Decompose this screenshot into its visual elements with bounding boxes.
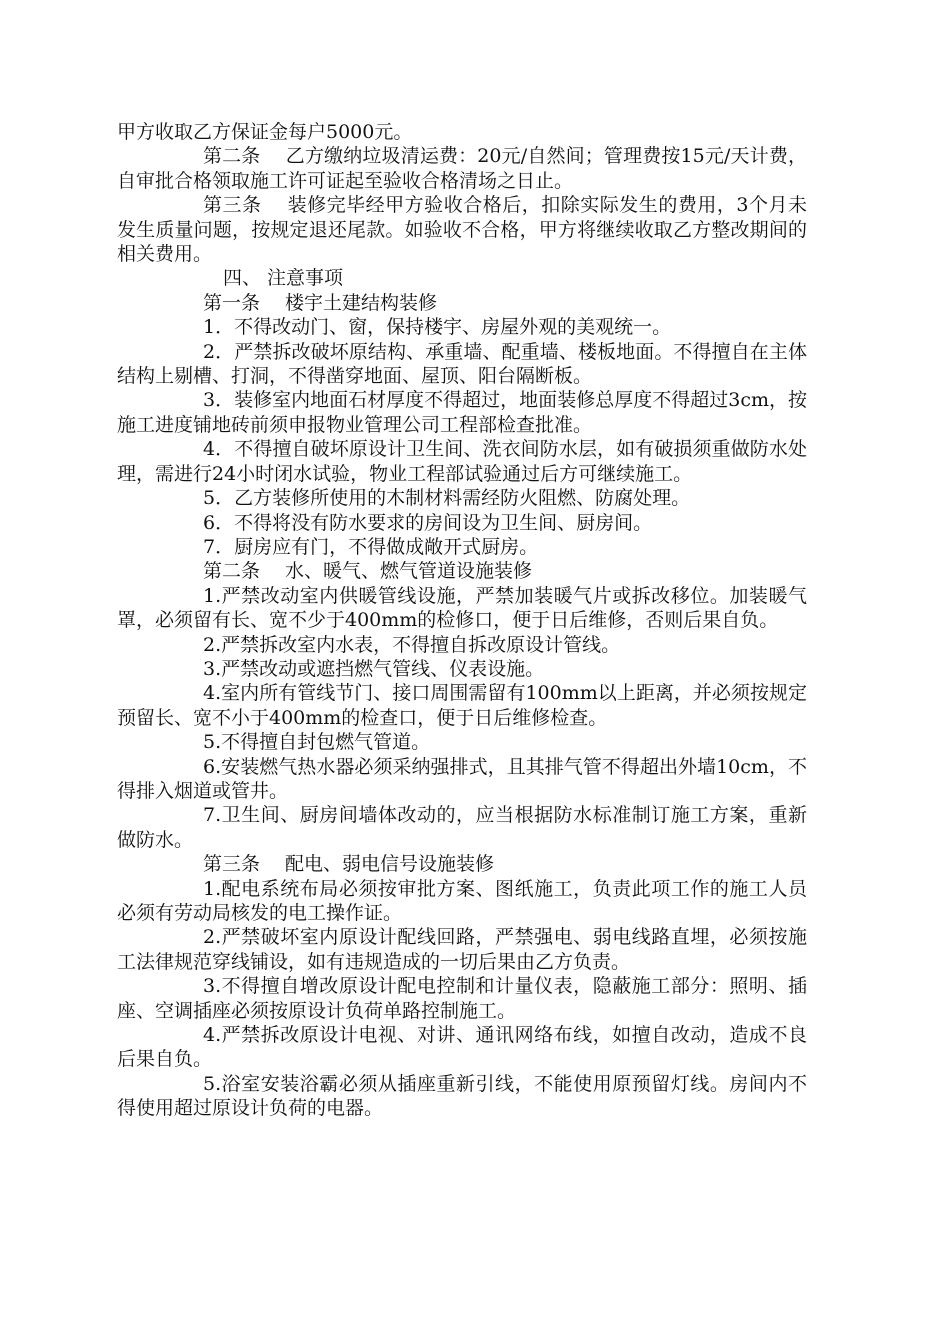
paragraph: 4．不得擅自破坏原设计卫生间、洗衣间防水层，如有破损须重做防水处理，需进行24小时闭水试验，物业工程部试验通过后方可继续施工。 — [117, 438, 807, 485]
paragraph: 5.不得擅自封包燃气管道。 — [203, 731, 431, 754]
paragraph: 1．不得改动门、窗，保持楼宇、房屋外观的美观统一。 — [203, 316, 672, 339]
paragraph: 第一条 楼宇土建结构装修 — [203, 291, 438, 314]
paragraph: 第二条 水、暖气、燃气管道设施装修 — [203, 560, 533, 583]
paragraph: 6．不得将没有防水要求的房间设为卫生间、厨房间。 — [203, 511, 653, 534]
paragraph: 3.不得擅自增改原设计配电控制和计量仪表，隐蔽施工部分：照明、插座、空调插座必须按原设计负荷单路控制施工。 — [117, 975, 807, 1022]
document-body — [117, 120, 807, 1121]
paragraph: 2.严禁拆改室内水表，不得擅自拆改原设计管线。 — [203, 633, 621, 656]
paragraph: 第二条 乙方缴纳垃圾清运费：20元/自然间；管理费按15元/天计费，自审批合格领取施工许可证起至验收合格清场之日止。 — [117, 145, 807, 192]
paragraph: 7.卫生间、厨房间墙体改动的，应当根据防水标准制订施工方案，重新做防水。 — [117, 804, 807, 851]
paragraph: 3．装修室内地面石材厚度不得超过，地面装修总厚度不得超过3cm，按施工进度铺地砖前须申报物业管理公司工程部检查批准。 — [117, 389, 807, 436]
paragraph: 5．乙方装修所使用的木制材料需经防火阻燃、防腐处理。 — [203, 487, 691, 510]
paragraph: 4.室内所有管线节门、接口周围需留有100mm以上距离，并必须按规定预留长、宽不小于400mm的检查口，便于日后维修检查。 — [117, 682, 807, 729]
paragraph: 4.严禁拆改原设计电视、对讲、通讯网络布线，如擅自改动，造成不良后果自负。 — [117, 1024, 807, 1071]
paragraph: 1.配电系统布局必须按审批方案、图纸施工，负责此项工作的施工人员必须有劳动局核发的电工操作证。 — [117, 877, 807, 924]
paragraph: 第三条 装修完毕经甲方验收合格后，扣除实际发生的费用，3个月未发生质量问题，按规定退还尾款。如验收不合格，甲方将继续收取乙方整改期间的相关费用。 — [117, 194, 807, 266]
paragraph: 6.安装燃气热水器必须采纳强排式，且其排气管不得超出外墙10cm，不得排入烟道或管井。 — [117, 755, 807, 802]
paragraph: 甲方收取乙方保证金每户5000元。 — [117, 121, 413, 143]
paragraph: 7．厨房应有门，不得做成敞开式厨房。 — [203, 535, 539, 558]
section-heading: 四、 注意事项 — [223, 267, 344, 290]
paragraph: 3.严禁改动或遮挡燃气管线、仪表设施。 — [203, 657, 545, 680]
paragraph: 2.严禁破坏室内原设计配线回路，严禁强电、弱电线路直埋，必须按施工法律规范穿线铺设，如有违规造成的一切后果由乙方负责。 — [117, 926, 807, 973]
paragraph: 5.浴室安装浴霸必须从插座重新引线，不能使用原预留灯线。房间内不得使用超过原设计负荷的电器。 — [117, 1072, 807, 1120]
paragraph: 1.严禁改动室内供暖管线设施，严禁加装暖气片或拆改移位。加装暖气罩，必须留有长、宽不少于400mm的检修口，便于日后维修，否则后果自负。 — [117, 584, 807, 632]
paragraph: 第三条 配电、弱电信号设施装修 — [203, 853, 495, 876]
paragraph: 2．严禁拆改破坏原结构、承重墙、配重墙、楼板地面。不得擅自在主体结构上剔槽、打洞，不得凿穿地面、屋顶、阳台隔断板。 — [117, 340, 807, 388]
